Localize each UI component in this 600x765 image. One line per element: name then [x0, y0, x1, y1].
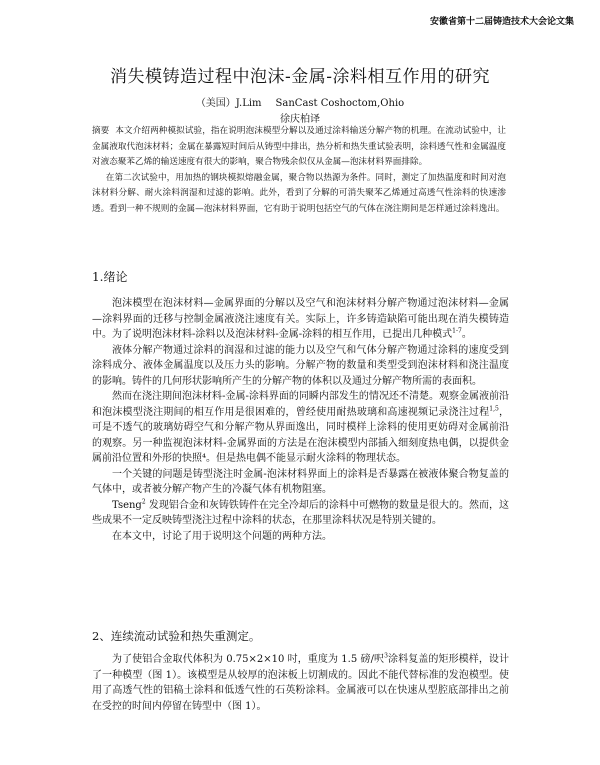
author-name: （美国）J.Lim: [195, 98, 262, 109]
abstract-label: 摘要: [92, 126, 110, 136]
abstract-paragraph-1: [92, 124, 506, 171]
body-paragraph: 一个关键的问题是铸型浇注时金属-泡沫材料界面上的涂料是否暴露在被液体聚合物复盖的气体中，或者被分解产物产生的冷凝气体有机物阻塞。: [92, 468, 509, 495]
abstract-paragraph-2: 在第二次试验中，用加热的钢块模拟熔融金属，聚合物以热源为条件。同时，测定了加热温度和时间对泡沫材料分解、耐火涂料润湿和过滤的影响。此外，看到了分解的可消失聚苯乙烯通过高透气性涂料的快速渗透。看到一种不规则的金属—泡沫材料界面，它有助于说明包括空气的气体在浇注期间是怎样通过涂料逸出。: [92, 172, 506, 214]
body-paragraph: 然而在浇注期间泡沫材料-金属-涂料界面的同瞬内部发生的情况还不清楚。观察金属液前沿和泡沫模型浇注期间的相互作用是很困难的，曾经使用耐热玻璃和高速视频记录浇注过程$^{1,5}$，可是不透气的玻璃妨碍空气和分解产物从界面逸出，同时模样上涂料的使用更妨碍对金属前沿的观察。另一种监视泡沫材料-金属界面的方法是在泡沫模型内部插入细刻度热电偶，以提供金属前沿位置和外形的快照⁴。但是热电偶不能显示耐火涂料的物理状态。: [92, 391, 510, 464]
author-affiliation: SanCast Coshoctom,Ohio: [275, 98, 405, 109]
abstract-text-1: 本文介绍两种模拟试验，指在说明泡沫模型分解以及通过涂料输送分解产物的机理。在流动试验中，让金属液取代泡沫材料；金属在暴露短时间后从铸型中排出，热分析和热失重试验表明，涂料透气性和金属温度对液态聚苯乙烯的输送速度有很大的影响，聚合物残余似仅从金属—泡沫材料界面排除。: [92, 126, 506, 167]
running-header: 安徽省第十二届铸造技术大会论文集: [429, 17, 574, 27]
paper-title: 消失模铸造过程中泡沫-金属-涂料相互作用的研究: [110, 67, 490, 87]
section-heading-flow-test: 2、连续流动试验和热失重测定。: [92, 629, 261, 643]
abstract-block: [92, 124, 506, 217]
body-paragraph: 为了使铝合金取代体积为 0.75×2×10 吋，重度为 1.5 磅/呎$^3$涂料复盖的矩形模样，设计了一种模型（图 1）。该模型是从较厚的泡沫板上切割成的。因此不能代替标准的发泡模型。使用了高透气性的铝稿土涂料和低透气性的石英粉涂料。金属液可以在快速从型腔底部排出之前在受控的时间内停留在铸型中（图 1）。: [92, 652, 510, 712]
author-line: [0, 94, 600, 109]
translator-line: 徐庆柏译: [280, 114, 320, 125]
section-heading-introduction: 1.绪论: [92, 270, 128, 284]
body-paragraph: Tseng$^2$ 发现铝合金和灰铸铁铸件在完全冷却后的涂料中可燃物的数量是很大的。然而，这些成果不一定反映铸型浇注过程中涂料的状态，在那里涂料状况是特别关键的。: [92, 498, 509, 526]
body-paragraph: 在本文中，讨论了用于说明这个问题的两种方法。: [112, 530, 332, 542]
body-paragraph: 泡沫模型在泡沫材料—金属界面的分解以及空气和泡沫材料分解产物通过泡沫材料—金属—涂料界面的迁移与控制金属液浇注速度有关。实际上，许多铸造缺陷可能出现在消失模铸造中。为了说明泡沫材料-涂料以及泡沫材料-金属-涂料的相互作用，已提出几种模式$^{1-7}$。: [92, 298, 509, 340]
section-body-flow-test: [92, 652, 509, 714]
body-paragraph: 液体分解产物通过涂料的润湿和过滤的能力以及空气和气体分解产物通过涂料的速度受到涂料成分、液体金属温度以及压力头的影响。分解产物的数量和类型受到泡沫材料和浇注温度的影响。铸件的几何形状影响所产生的分解产物的体积以及通过分解产物所需的表面积。: [92, 344, 509, 387]
section-body-introduction: [92, 296, 509, 544]
